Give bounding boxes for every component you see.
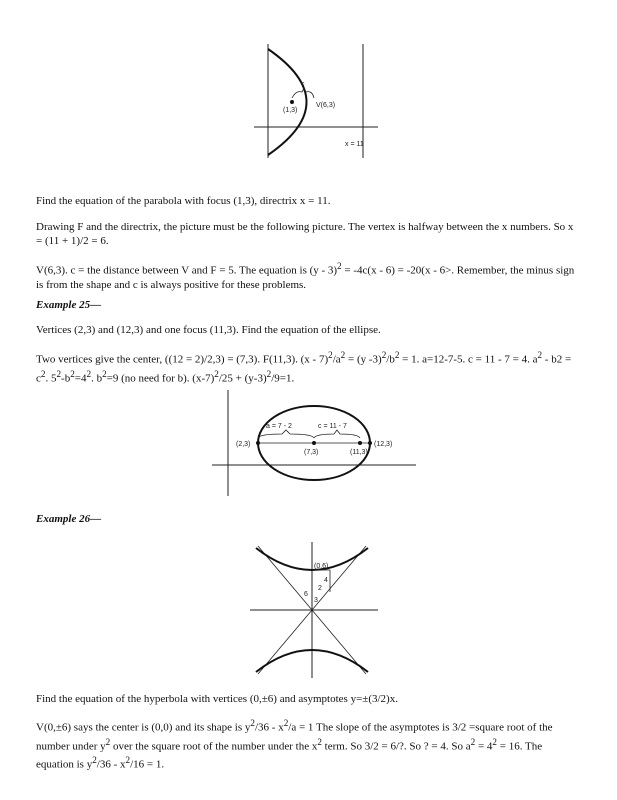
paragraph-4: Vertices (2,3) and (12,3) and one focus (11,3). Find the equation of the ellipse. xyxy=(36,324,381,336)
paragraph-2: Drawing F and the directrix, the picture must be the following picture. The vertex is halfway between the x numbers. So x = (11 + 1)/2 = 6. xyxy=(36,221,574,247)
directrix-label: x = 11 xyxy=(345,141,364,148)
focus-point xyxy=(290,100,294,104)
c-label: c xyxy=(301,81,305,88)
center-label: (7,3) xyxy=(304,449,319,456)
paragraph-3: V(6,3). c = the distance between V and F = 5. The equation is (y - 3)$^2$ = -4c(x - 6) = -20(x - 6>. Remember, the minus sign is from the shape and c is always positive for these problems. xyxy=(36,261,575,291)
paragraph-1: Find the equation of the parabola with focus (1,3), directrix x = 11. xyxy=(36,195,331,207)
paragraph-5: Two vertices give the center, ((12 = 2)/2,3) = (7,3). F(11,3). $(x - 7)^2/a^2 = (y$ $-3)^2/b^2 = 1$. a=12-7-5. c = 11 - 7 = 4. $a^2 - b2 = c^2$. $5^2-b^2=4^2$. $b^2=9$ (no need for b). $(x-7)^2/25 + (y-3)^2/9=1$. xyxy=(36,350,572,385)
parabola-curve xyxy=(268,49,307,155)
center-point xyxy=(312,441,316,445)
a-label: a = 7 - 2 xyxy=(266,423,292,430)
focus-label: (11,3) xyxy=(350,449,368,456)
label-two: 2 xyxy=(318,585,322,592)
example-26-heading: Example 26— xyxy=(36,513,102,525)
right-vertex-point xyxy=(368,441,372,445)
label-four: 4 xyxy=(324,577,328,584)
paragraph-6: Find the equation of the hyperbola with vertices (0,±6) and asymptotes y=±(3/2)x. xyxy=(36,693,398,705)
right-vertex-label: (12,3) xyxy=(374,441,393,448)
a-brace xyxy=(258,430,314,438)
hyperbola-figure xyxy=(248,540,380,680)
vertex-label: V(6,3) xyxy=(316,102,336,109)
c-brace xyxy=(292,88,314,98)
vertex-label: (0,6) xyxy=(314,563,329,570)
left-vertex-point xyxy=(256,441,260,445)
c-brace xyxy=(314,430,360,438)
parabola-figure xyxy=(250,40,380,160)
c-label: c = 11 - 7 xyxy=(318,423,347,430)
label-six: 6 xyxy=(304,591,308,598)
example-25-heading: Example 25— xyxy=(36,299,102,311)
paragraph-7: V(0,±6) says the center is (0,0) and its shape is $y^2/36 - x^2/a = 1$ The slope of the asymptotes is 3/2 =square root of the number under $y^2$ over the square root of the number under the $x^2$ term. So 3/2 = 6/?. So ? = 4. So $a^2 = 4^2 = 16$. The equation is $y^2/36 - x^2/16 = 1$. xyxy=(36,718,553,771)
ellipse-figure xyxy=(210,388,420,500)
label-three: 3 xyxy=(314,597,318,604)
left-vertex-label: (2,3) xyxy=(236,441,251,448)
focus-label: (1,3) xyxy=(283,107,298,114)
focus-point xyxy=(358,441,362,445)
